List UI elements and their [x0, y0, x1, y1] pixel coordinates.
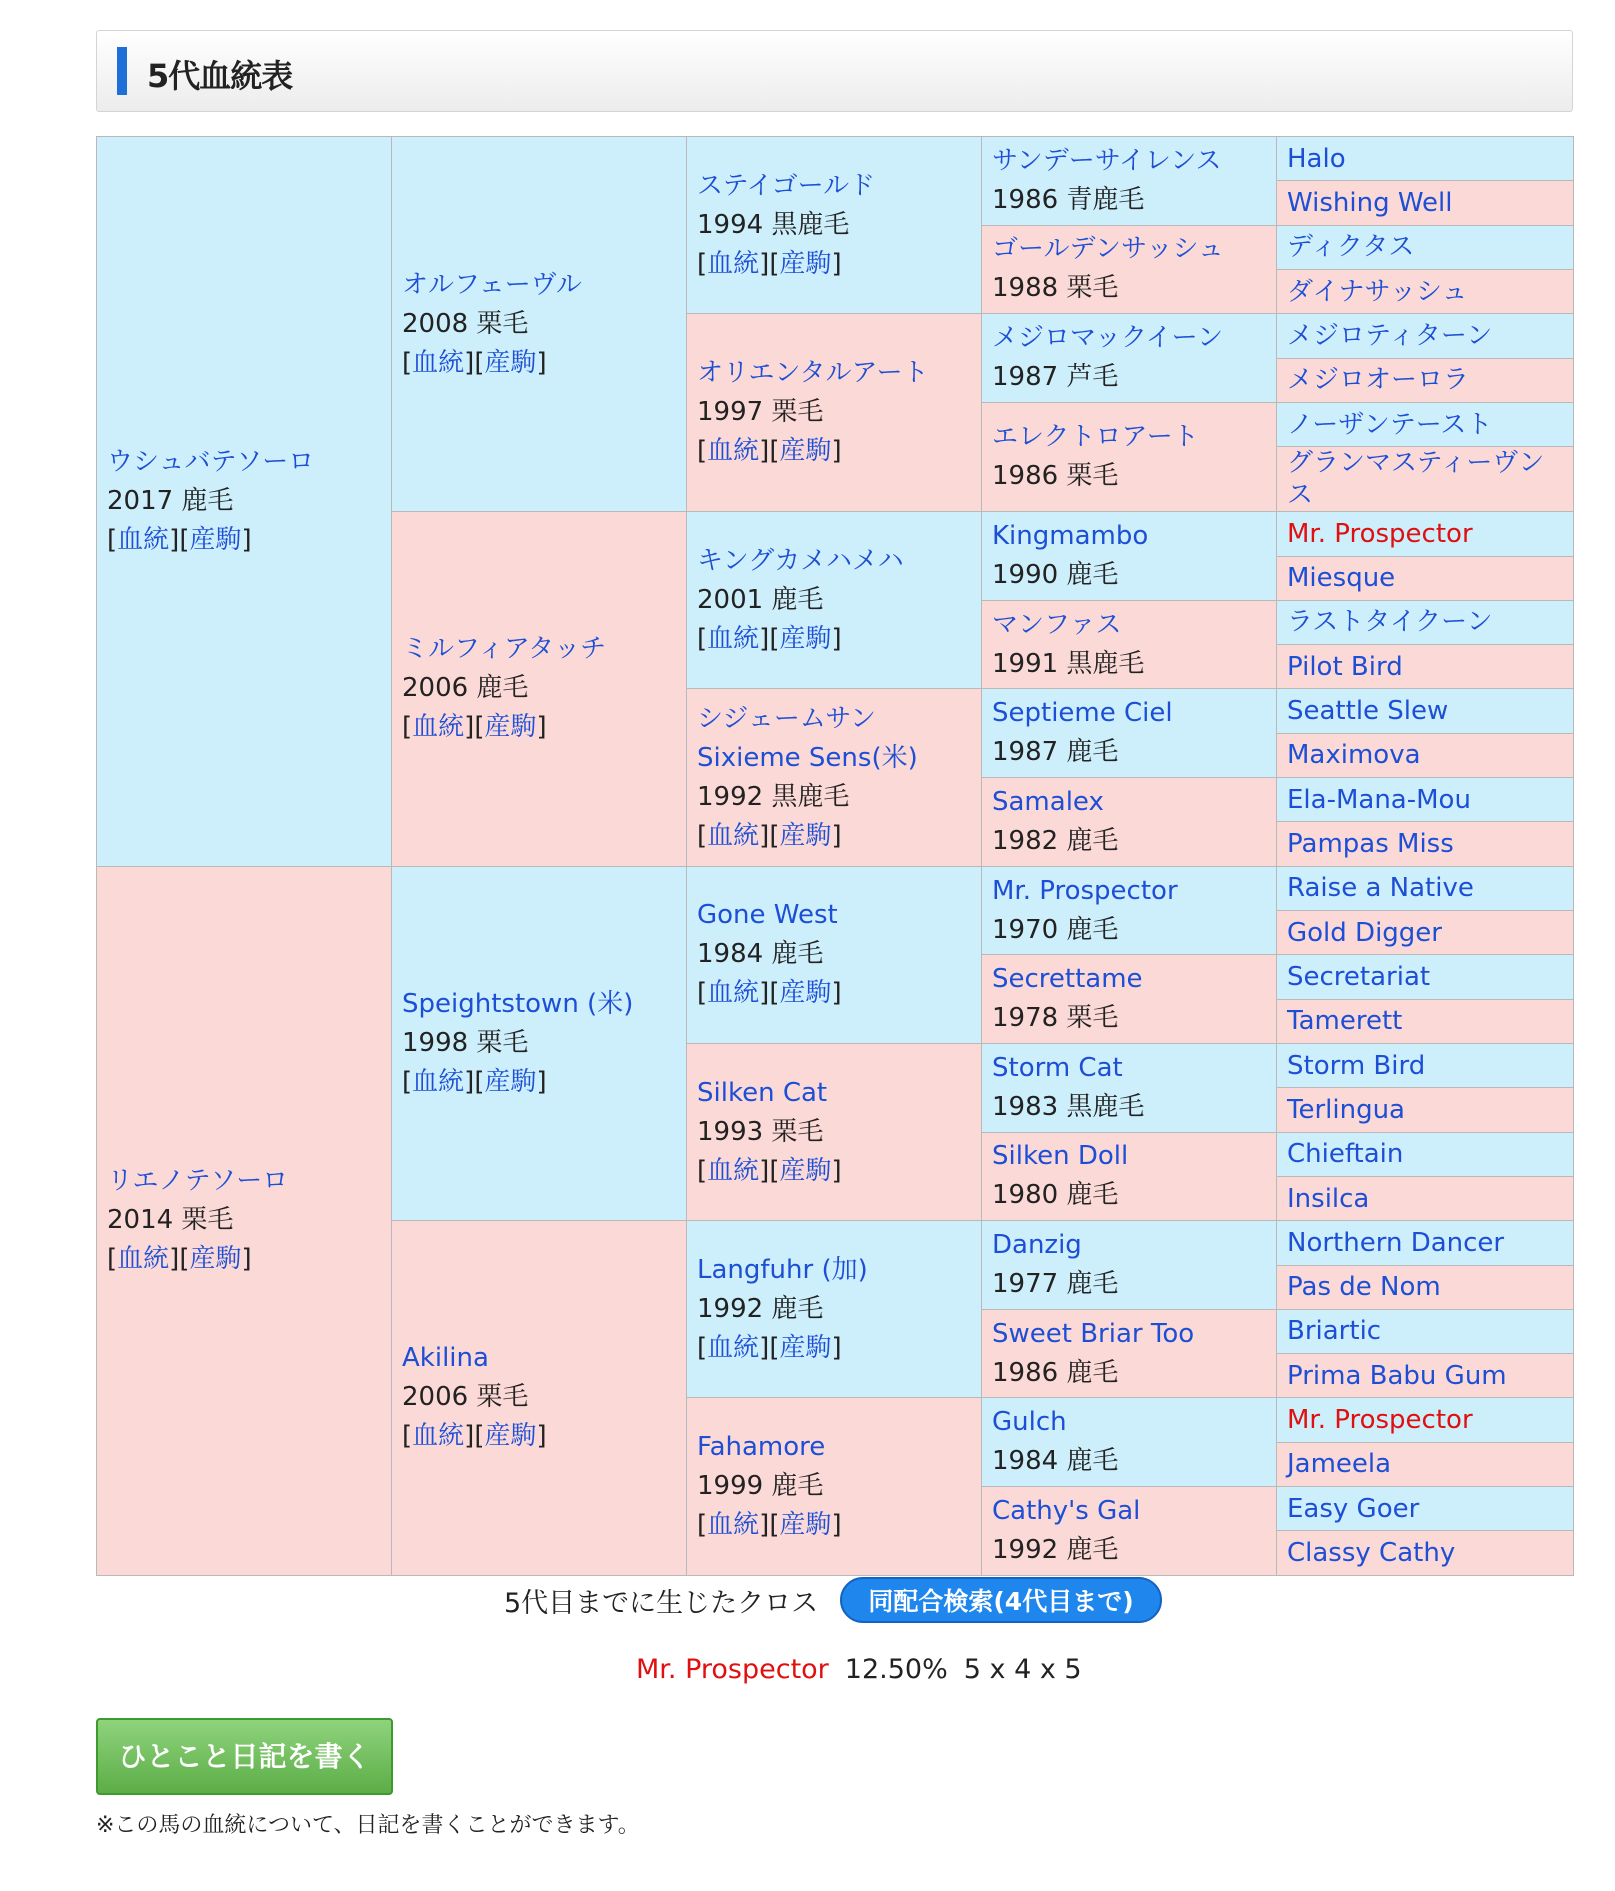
offspring-link[interactable]: 産駒 [189, 1244, 242, 1275]
horse-links: [血統][産駒] [107, 524, 252, 555]
gen3-cell [687, 866, 982, 1043]
horse-name-link[interactable]: Langfuhr (加) [697, 1254, 868, 1285]
gen4-cell [982, 402, 1277, 511]
gen1-cell [97, 866, 392, 1575]
cross-result [636, 1654, 1082, 1685]
gen5-cell [1277, 733, 1574, 777]
pedigree-link[interactable]: 血統 [707, 623, 760, 654]
horse-name-link[interactable]: Insilca [1287, 1183, 1370, 1214]
horse-name-link[interactable]: Prima Babu Gum [1287, 1360, 1507, 1391]
horse-links: [血統][産駒] [697, 1155, 842, 1186]
horse-info: 1993 栗毛 [697, 1116, 824, 1147]
horse-name-link[interactable]: サンデーサイレンス [992, 145, 1222, 176]
gen2-cell [392, 866, 687, 1221]
horse-name-link[interactable]: ノーザンテースト [1287, 409, 1493, 440]
gen2-cell [392, 512, 687, 867]
gen5-cell [1277, 556, 1574, 600]
pedigree-link[interactable]: 血統 [707, 248, 760, 279]
horse-name-link[interactable]: メジロマックイーン [992, 323, 1224, 354]
same-mating-search-button[interactable]: 同配合検索(4代目まで) [840, 1577, 1162, 1623]
horse-info: 1994 黒鹿毛 [697, 209, 850, 240]
diary-note: ※この馬の血統について、日記を書くことができます。 [96, 1813, 640, 1838]
horse-info: 2001 鹿毛 [697, 584, 824, 615]
horse-links: [血統][産駒] [402, 1421, 547, 1452]
gen5-cell [1277, 1221, 1574, 1265]
horse-info: 1986 青鹿毛 [992, 184, 1145, 215]
horse-name-link[interactable]: マンファス [992, 609, 1122, 640]
pedigree-table [96, 136, 1574, 1576]
horse-name-link[interactable]: リエノテソーロ [107, 1166, 289, 1197]
gen2-cell [392, 1221, 687, 1576]
horse-name-link[interactable]: Sweet Briar Too [992, 1318, 1195, 1349]
horse-name-link[interactable]: Mr. Prospector [1287, 518, 1473, 549]
gen3-cell [687, 1043, 982, 1220]
gen4-cell [982, 778, 1277, 867]
gen5-cell [1277, 866, 1574, 910]
gen3-cell [687, 314, 982, 512]
horse-name-link[interactable]: ディクタス [1287, 232, 1415, 263]
gen3-cell [687, 1221, 982, 1398]
gen5-cell [1277, 447, 1574, 512]
horse-info: 1988 栗毛 [992, 273, 1119, 304]
horse-name-link[interactable]: Storm Bird [1287, 1050, 1426, 1081]
offspring-link[interactable]: 産駒 [484, 1421, 537, 1452]
pedigree-link[interactable]: 血統 [707, 436, 760, 467]
horse-name-link[interactable]: ゴールデンサッシュ [992, 234, 1224, 265]
horse-name-link[interactable]: Chieftain [1287, 1139, 1404, 1170]
horse-info: 1998 栗毛 [402, 1027, 529, 1058]
horse-name-link[interactable]: Silken Doll [992, 1141, 1129, 1172]
offspring-link[interactable]: 産駒 [484, 1066, 537, 1097]
horse-name-link[interactable]: Miesque [1287, 563, 1396, 594]
gen4-cell [982, 1487, 1277, 1576]
horse-name-link[interactable]: メジロオーロラ [1287, 365, 1470, 396]
cross-horse-link[interactable]: Mr. Prospector [636, 1654, 829, 1685]
horse-name-link[interactable]: Seattle Slew [1287, 696, 1449, 727]
gen5-cell [1277, 1088, 1574, 1132]
pedigree-link[interactable]: 血統 [412, 1421, 465, 1452]
pedigree-link[interactable]: 血統 [707, 978, 760, 1009]
cross-percent: 12.50% [844, 1654, 948, 1685]
horse-info: 1986 鹿毛 [992, 1357, 1119, 1388]
horse-info: 1999 鹿毛 [697, 1471, 824, 1502]
horse-links: [血統][産駒] [697, 1510, 842, 1541]
offspring-link[interactable]: 産駒 [779, 1510, 832, 1541]
horse-info: 1987 鹿毛 [992, 737, 1119, 768]
horse-name-link[interactable]: Raise a Native [1287, 873, 1474, 904]
horse-name-link[interactable]: Pampas Miss [1287, 829, 1454, 860]
horse-name-link[interactable]: Easy Goer [1287, 1493, 1420, 1524]
gen2-cell [392, 137, 687, 512]
gen5-cell [1277, 1442, 1574, 1486]
gen5-cell [1277, 600, 1574, 644]
horse-name-link[interactable]: Classy Cathy [1287, 1538, 1456, 1569]
cross-section [0, 1577, 1615, 1625]
horse-name-link[interactable]: Ela-Mana-Mou [1287, 784, 1471, 815]
gen5-cell [1277, 645, 1574, 689]
gen4-cell [982, 600, 1277, 689]
horse-info: 1986 栗毛 [992, 461, 1119, 492]
gen4-cell [982, 137, 1277, 226]
pedigree-link[interactable]: 血統 [707, 1510, 760, 1541]
horse-name-link[interactable]: Secrettame [992, 964, 1143, 995]
horse-name-link[interactable]: Secretariat [1287, 961, 1431, 992]
offspring-link[interactable]: 産駒 [484, 347, 537, 378]
gen1-cell [97, 137, 392, 867]
offspring-link[interactable]: 産駒 [779, 623, 832, 654]
gen5-cell [1277, 358, 1574, 402]
gen5-cell [1277, 181, 1574, 225]
horse-links: [血統][産駒] [402, 1066, 547, 1097]
gen4-cell [982, 689, 1277, 778]
horse-name-link[interactable]: Septieme Ciel [992, 698, 1173, 729]
gen5-cell [1277, 1531, 1574, 1575]
gen3-cell [687, 512, 982, 689]
gen5-cell [1277, 1398, 1574, 1442]
horse-name-link[interactable]: Samalex [992, 786, 1104, 817]
pedigree-link[interactable]: 血統 [412, 712, 465, 743]
gen5-cell [1277, 512, 1574, 556]
horse-name-link[interactable]: Briartic [1287, 1316, 1382, 1347]
horse-name-link[interactable]: Pas de Nom [1287, 1272, 1441, 1303]
pedigree-link[interactable]: 血統 [412, 1066, 465, 1097]
horse-name-link[interactable]: Mr. Prospector [992, 875, 1178, 906]
pedigree-link[interactable]: 血統 [707, 1332, 760, 1363]
horse-links: [血統][産駒] [697, 436, 842, 467]
gen5-cell [1277, 911, 1574, 955]
horse-info: 2006 栗毛 [402, 1382, 529, 1413]
offspring-link[interactable]: 産駒 [779, 1332, 832, 1363]
horse-info: 1997 栗毛 [697, 397, 824, 428]
horse-links: [血統][産駒] [697, 820, 842, 851]
horse-name-link[interactable]: Gone West [697, 900, 838, 931]
gen5-cell [1277, 1265, 1574, 1309]
horse-name-link[interactable]: Fahamore [697, 1432, 826, 1463]
horse-name-link[interactable]: Akilina [402, 1343, 489, 1374]
horse-name-link[interactable]: Pilot Bird [1287, 651, 1403, 682]
horse-name-link[interactable]: Gold Digger [1287, 917, 1442, 948]
offspring-link[interactable]: 産駒 [779, 820, 832, 851]
pedigree-link[interactable]: 血統 [707, 820, 760, 851]
gen5-cell [1277, 955, 1574, 999]
horse-name-link[interactable]: Mr. Prospector [1287, 1405, 1473, 1436]
horse-info: 2008 栗毛 [402, 308, 529, 339]
gen5-cell [1277, 1176, 1574, 1220]
gen4-cell [982, 866, 1277, 955]
horse-links: [血統][産駒] [697, 248, 842, 279]
gen5-cell [1277, 1354, 1574, 1398]
horse-info: 1992 鹿毛 [992, 1534, 1119, 1565]
horse-info: 1977 鹿毛 [992, 1269, 1119, 1299]
gen5-cell [1277, 1132, 1574, 1176]
horse-info: 1978 栗毛 [992, 1003, 1119, 1034]
horse-name-link[interactable]: グランマスティーヴンス [1287, 448, 1545, 511]
horse-name-link[interactable]: Speightstown (米) [402, 988, 634, 1019]
horse-name-link[interactable]: オルフェーヴル [402, 269, 582, 300]
cross-pattern: 5 x 4 x 5 [963, 1654, 1082, 1685]
offspring-link[interactable]: 産駒 [779, 436, 832, 467]
horse-info: 1991 黒鹿毛 [992, 648, 1145, 679]
gen4-cell [982, 314, 1277, 403]
horse-name-link[interactable]: Silken Cat [697, 1077, 828, 1108]
horse-info: 1984 鹿毛 [697, 939, 824, 970]
gen5-cell [1277, 999, 1574, 1043]
horse-name-link[interactable]: ダイナサッシュ [1287, 276, 1468, 307]
horse-info: 2006 鹿毛 [402, 673, 529, 704]
horse-info: 1980 鹿毛 [992, 1180, 1119, 1211]
pedigree-link[interactable]: 血統 [117, 1244, 170, 1275]
gen4-cell [982, 1309, 1277, 1398]
horse-links: [血統][産駒] [697, 1332, 842, 1363]
horse-info: 1970 鹿毛 [992, 914, 1119, 945]
pedigree-row [97, 137, 1574, 181]
gen5-cell [1277, 822, 1574, 866]
gen4-cell [982, 1132, 1277, 1221]
horse-name-link[interactable]: メジロティターン [1287, 320, 1493, 351]
horse-name-link[interactable]: Kingmambo [992, 521, 1149, 551]
pedigree-link[interactable]: 血統 [707, 1155, 760, 1186]
gen5-cell [1277, 402, 1574, 446]
horse-links: [血統][産駒] [402, 347, 547, 378]
gen5-cell [1277, 778, 1574, 822]
horse-links: [血統][産駒] [402, 712, 547, 743]
horse-name-link[interactable]: Northern Dancer [1287, 1227, 1505, 1258]
offspring-link[interactable]: 産駒 [779, 248, 832, 279]
horse-name-link[interactable]: Cathy's Gal [992, 1495, 1141, 1526]
gen4-cell [982, 512, 1277, 601]
horse-name-link[interactable]: Gulch [992, 1407, 1067, 1438]
horse-info: 1983 黒鹿毛 [992, 1091, 1145, 1122]
horse-name-link[interactable]: Maximova [1287, 740, 1421, 771]
gen5-cell [1277, 137, 1574, 181]
pedigree-link[interactable]: 血統 [412, 347, 465, 378]
offspring-link[interactable]: 産駒 [189, 524, 242, 555]
section-header [96, 30, 1573, 112]
gen4-cell [982, 1221, 1277, 1310]
pedigree-row [97, 866, 1574, 910]
gen5-cell [1277, 689, 1574, 733]
gen5-cell [1277, 1487, 1574, 1531]
horse-name-link[interactable]: ステイゴールド [697, 170, 876, 201]
horse-info: 1990 鹿毛 [992, 560, 1119, 590]
horse-alt-name-link[interactable]: Sixieme Sens(米) [697, 742, 918, 773]
horse-name-link[interactable]: ウシュバテソーロ [107, 446, 315, 477]
horse-name-link[interactable]: オリエンタルアート [697, 358, 929, 389]
horse-info: 2014 栗毛 [107, 1205, 234, 1236]
horse-name-link[interactable]: Wishing Well [1287, 187, 1453, 218]
gen4-cell [982, 225, 1277, 314]
horse-name-link[interactable]: シジェームサン [697, 703, 877, 734]
horse-info: 2017 鹿毛 [107, 485, 234, 516]
offspring-link[interactable]: 産駒 [779, 1155, 832, 1186]
horse-links: [血統][産駒] [697, 623, 842, 654]
horse-name-link[interactable]: Terlingua [1287, 1094, 1405, 1125]
horse-name-link[interactable]: Storm Cat [992, 1052, 1123, 1083]
horse-links: [血統][産駒] [697, 978, 842, 1009]
gen5-cell [1277, 1043, 1574, 1087]
offspring-link[interactable]: 産駒 [484, 712, 537, 743]
pedigree-link[interactable]: 血統 [117, 524, 170, 555]
horse-name-link[interactable]: Tamerett [1287, 1006, 1403, 1037]
write-diary-button[interactable]: ひとこと日記を書く [96, 1718, 393, 1795]
header-accent-bar [117, 47, 127, 95]
horse-name-link[interactable]: ラストタイクーン [1287, 607, 1493, 638]
horse-info: 1992 黒鹿毛 [697, 781, 850, 812]
gen3-cell [687, 689, 982, 866]
horse-name-link[interactable]: エレクトロアート [992, 422, 1199, 453]
page-title: 5代血統表 [147, 57, 293, 95]
horse-info: 1984 鹿毛 [992, 1446, 1119, 1477]
cross-label: 5代目までに生じたクロス [504, 1588, 819, 1619]
horse-links: [血統][産駒] [107, 1244, 252, 1275]
gen3-cell [687, 1398, 982, 1575]
horse-name-link[interactable]: Jameela [1287, 1449, 1392, 1480]
gen4-cell [982, 1398, 1277, 1487]
horse-name-link[interactable]: ミルフィアタッチ [402, 634, 607, 665]
horse-info: 1987 芦毛 [992, 362, 1119, 393]
horse-name-link[interactable]: キングカメハメハ [697, 545, 904, 576]
horse-name-link[interactable]: Halo [1287, 143, 1346, 174]
gen5-cell [1277, 314, 1574, 358]
horse-info: 1982 鹿毛 [992, 825, 1119, 856]
gen4-cell [982, 955, 1277, 1044]
gen5-cell [1277, 269, 1574, 313]
gen5-cell [1277, 225, 1574, 269]
offspring-link[interactable]: 産駒 [779, 978, 832, 1009]
horse-info: 1992 鹿毛 [697, 1293, 824, 1324]
gen3-cell [687, 137, 982, 314]
gen5-cell [1277, 1309, 1574, 1353]
gen4-cell [982, 1043, 1277, 1132]
horse-name-link[interactable]: Danzig [992, 1230, 1082, 1260]
